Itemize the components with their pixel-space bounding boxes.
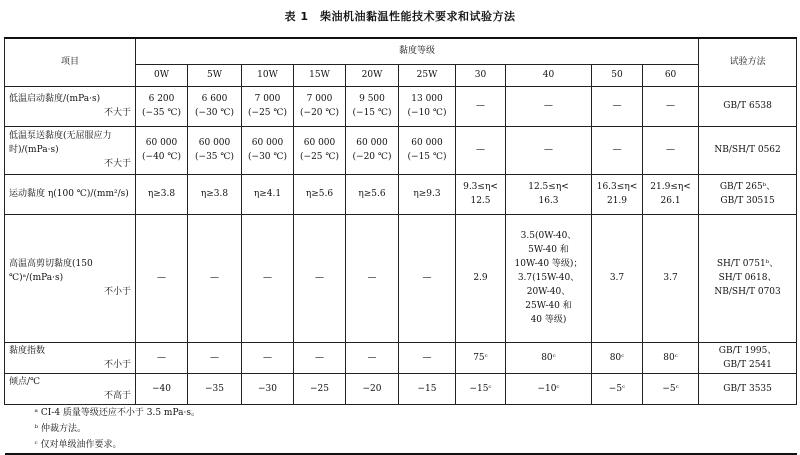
- grade-header: 40: [506, 64, 592, 86]
- header-grade-group: 黏度等级: [136, 38, 699, 64]
- table-row: [5, 214, 797, 342]
- table-cell: —: [399, 342, 456, 373]
- table-cell: —: [136, 214, 188, 342]
- table-cell: 80ᶜ: [643, 342, 699, 373]
- table-row: [5, 373, 797, 404]
- table-cell: 80ᶜ: [506, 342, 592, 373]
- row-label-qualifier: 不小于: [103, 359, 131, 370]
- table-title: 表 1 柴油机油黏温性能技术要求和试验方法: [284, 10, 516, 23]
- row-label-qualifier: 不大于: [103, 159, 131, 169]
- table-cell: —: [643, 126, 699, 174]
- table-cell: —: [506, 126, 592, 174]
- table-cell: 3.7: [592, 214, 643, 342]
- table-cell: —: [346, 214, 399, 342]
- table-cell: —: [456, 86, 506, 126]
- table-cell: —: [592, 86, 643, 126]
- table-cell: —: [294, 342, 346, 373]
- table-cell: —: [188, 214, 242, 342]
- method-cell: GB/T 1995、 GB/T 2541: [699, 342, 797, 373]
- table-cell: —: [188, 342, 242, 373]
- table-cell: —: [643, 86, 699, 126]
- method-cell: GB/T 3535: [699, 373, 797, 404]
- table-cell: —: [242, 342, 294, 373]
- table-cell: 7 000 (−25 ℃): [242, 86, 294, 126]
- table-cell: —: [136, 342, 188, 373]
- viscosity-table: [4, 37, 797, 455]
- table-cell: η≥5.6: [346, 174, 399, 214]
- table-cell: 60 000 (−30 ℃): [242, 126, 294, 174]
- table-cell: η≥5.6: [294, 174, 346, 214]
- table-cell: 60 000 (−35 ℃): [188, 126, 242, 174]
- row-label: [5, 126, 136, 174]
- row-label-text: 倾点/℃: [9, 376, 41, 387]
- method-cell: NB/SH/T 0562: [699, 126, 797, 174]
- table-cell: 60 000 (−20 ℃): [346, 126, 399, 174]
- table-cell: 60 000 (−15 ℃): [399, 126, 456, 174]
- table-cell: 60 000 (−25 ℃): [294, 126, 346, 174]
- table-cell: η≥3.8: [188, 174, 242, 214]
- table-row: [5, 342, 797, 373]
- row-label: [5, 373, 136, 404]
- row-label: [5, 86, 136, 126]
- table-row: [5, 86, 797, 126]
- table-cell: 9 500 (−15 ℃): [346, 86, 399, 126]
- table-cell: −5ᶜ: [592, 373, 643, 404]
- table-cell: 9.3≤η< 12.5: [456, 174, 506, 214]
- table-cell: −40: [136, 373, 188, 404]
- row-label-text: 黏度指数: [9, 345, 46, 356]
- table-cell: 12.5≤η< 16.3: [506, 174, 592, 214]
- table-cell: −20: [346, 373, 399, 404]
- table-cell: —: [506, 86, 592, 126]
- table-cell: 21.9≤η< 26.1: [643, 174, 699, 214]
- footnote: ᵇ 仲裁方法。: [34, 423, 86, 434]
- grade-header: 30: [456, 64, 506, 86]
- method-cell: GB/T 6538: [699, 86, 797, 126]
- row-label-text: 高温高剪切黏度(150 ℃)ᵃ/(mPa·s): [9, 259, 93, 283]
- row-label-qualifier: 不大于: [103, 108, 131, 118]
- footnote: ᶜ 仅对单级油作要求。: [5, 437, 797, 454]
- table-cell: 75ᶜ: [456, 342, 506, 373]
- table-cell: 6 600 (−30 ℃): [188, 86, 242, 126]
- row-label: [5, 174, 136, 214]
- table-cell: −15ᶜ: [456, 373, 506, 404]
- table-row: [5, 126, 797, 174]
- grade-header: 25W: [399, 64, 456, 86]
- table-cell: −25: [294, 373, 346, 404]
- grade-header: 0W: [136, 64, 188, 86]
- table-cell: 3.5(0W-40、 5W-40 和 10W-40 等级)； 3.7(15W-40、 20W-40、 25W-40 和 40 等级): [506, 214, 592, 342]
- table-cell: η≥4.1: [242, 174, 294, 214]
- row-label-qualifier: 不高于: [103, 390, 131, 401]
- row-label-text: 低温启动黏度/(mPa·s): [9, 94, 101, 104]
- grade-header: 50: [592, 64, 643, 86]
- table-cell: —: [346, 342, 399, 373]
- row-label: [5, 342, 136, 373]
- table-cell: η≥3.8: [136, 174, 188, 214]
- table-cell: 6 200 (−35 ℃): [136, 86, 188, 126]
- header-method: 试验方法: [699, 38, 797, 86]
- row-label-text: 运动黏度 η(100 ℃)/(mm²/s): [9, 189, 129, 199]
- table-cell: η≥9.3: [399, 174, 456, 214]
- table-cell: —: [294, 214, 346, 342]
- row-label: [5, 214, 136, 342]
- table-cell: 80ᶜ: [592, 342, 643, 373]
- grade-header: 20W: [346, 64, 399, 86]
- table-cell: 3.7: [643, 214, 699, 342]
- table-cell: −30: [242, 373, 294, 404]
- table-cell: −10ᶜ: [506, 373, 592, 404]
- table-cell: 60 000 (−40 ℃): [136, 126, 188, 174]
- row-label-text: 低温泵送黏度(无屈服应力时)/(mPa·s): [9, 131, 112, 155]
- table-cell: —: [242, 214, 294, 342]
- table-cell: 7 000 (−20 ℃): [294, 86, 346, 126]
- footnote: ᵃ CI-4 质量等级还应不小于 3.5 mPa·s。: [5, 404, 797, 421]
- table-cell: 13 000 (−10 ℃): [399, 86, 456, 126]
- table-cell: −35: [188, 373, 242, 404]
- header-item: 项目: [5, 38, 136, 86]
- grade-header: 10W: [242, 64, 294, 86]
- table-row: [5, 174, 797, 214]
- table-cell: −5ᶜ: [643, 373, 699, 404]
- table-cell: 16.3≤η< 21.9: [592, 174, 643, 214]
- table-cell: —: [456, 126, 506, 174]
- table-cell: —: [399, 214, 456, 342]
- table-cell: 2.9: [456, 214, 506, 342]
- method-cell: SH/T 0751ᵇ、 SH/T 0618、 NB/SH/T 0703: [699, 214, 797, 342]
- grade-header: 5W: [188, 64, 242, 86]
- method-cell: GB/T 265ᵇ、 GB/T 30515: [699, 174, 797, 214]
- table-cell: —: [592, 126, 643, 174]
- row-label-qualifier: 不小于: [103, 287, 131, 297]
- grade-header: 60: [643, 64, 699, 86]
- table-cell: −15: [399, 373, 456, 404]
- grade-header: 15W: [294, 64, 346, 86]
